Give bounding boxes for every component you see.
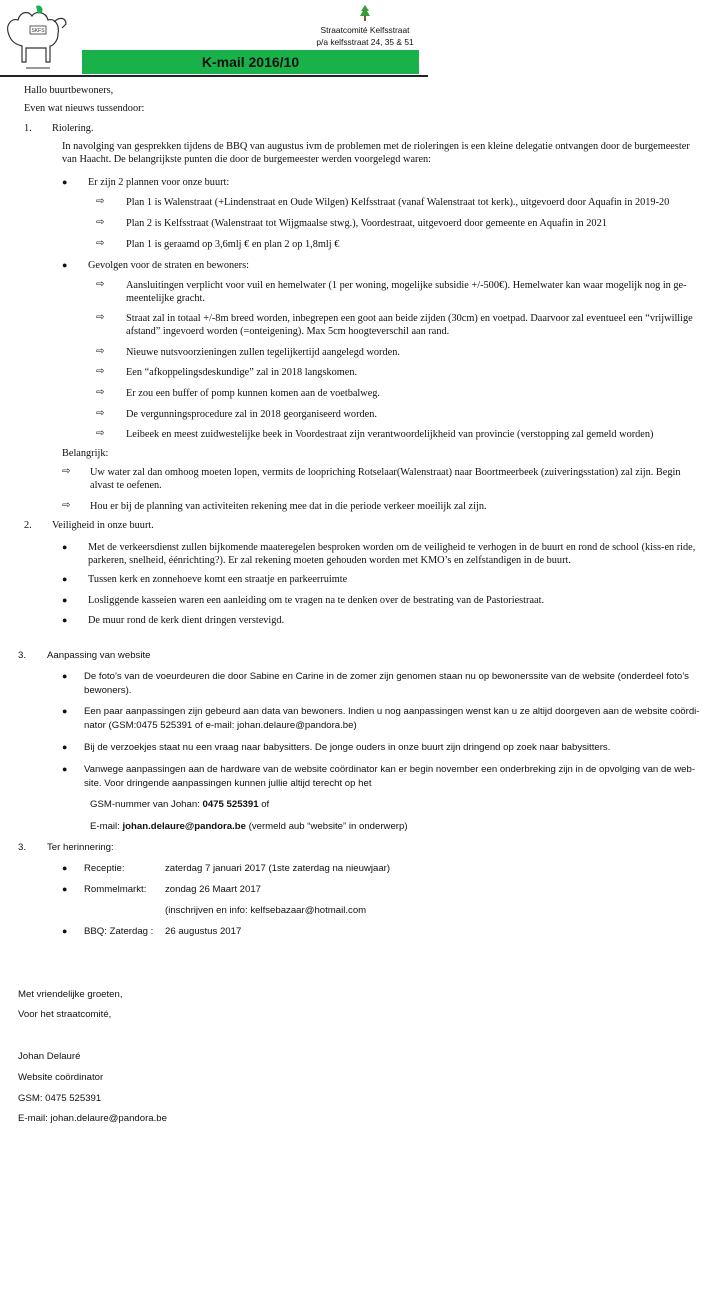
reminder-value: zondag 26 Maart 2017 bbox=[165, 884, 262, 895]
list-item: Plan 2 is Kelfsstraat (Walenstraat tot Wijgmaalse stwg.), Voordestraat, uitgevoerd door gemeente en Aquafin in 2021 bbox=[126, 218, 607, 229]
intro: Even wat nieuws tussendoor: bbox=[24, 103, 145, 114]
list-item: Uw water zal dan omhoog moeten lopen, vermits de loopriching Rotselaar(Walenstraat) naar Boortmeerbeek (zuiveringsstation) zal zijn. Begin bbox=[90, 467, 681, 478]
bullet-text: Met de verkeersdienst zullen bijkomende maateregelen besproken worden om de veiligheid te verhogen in de buurt en rond de school (kiss-en ride, bbox=[88, 542, 696, 553]
bullet-icon: ● bbox=[62, 884, 68, 894]
bullet-icon: ● bbox=[62, 615, 68, 625]
bullet-text: Gevolgen voor de straten en bewoners: bbox=[88, 260, 249, 271]
arrow-icon: ⇨ bbox=[96, 387, 105, 398]
bullet-text-cont: bewoners). bbox=[84, 685, 132, 696]
bullet-text: Een paar aanpassingen zijn gebeurd aan data van bewoners. Indien u nog aanpassingen wenst kan u ze altijd doorgeven aan de website coördi- bbox=[84, 706, 700, 717]
bullet-icon: ● bbox=[62, 764, 68, 774]
list-item-cont: alvast te oefenen. bbox=[90, 480, 162, 491]
paragraph-line: van Haacht. De belangrijkste punten die door de burgemeester werden voorgelegd waren: bbox=[62, 154, 432, 165]
section-title: Veiligheid in onze buurt. bbox=[52, 520, 154, 531]
bullet-icon: ● bbox=[62, 260, 68, 270]
org-name: Straatcomité Kelfsstraat bbox=[320, 25, 410, 35]
bullet-text: De foto’s van de voeurdeuren die door Sabine en Carine in de zomer zijn genomen staan nu op bewonerssite van de website (onderdeel foto’s bbox=[84, 671, 689, 682]
bullet-icon: ● bbox=[62, 742, 68, 752]
section-number: 3. bbox=[18, 842, 27, 853]
important-label: Belangrijk: bbox=[62, 448, 109, 459]
email-suffix: (vermeld aub “website” in onderwerp) bbox=[245, 821, 408, 832]
arrow-icon: ⇨ bbox=[96, 312, 105, 323]
bullet-text-cont: site. Voor dringende aanpassingen kunnen jullie altijd terecht op het bbox=[84, 778, 372, 789]
section-number: 2. bbox=[24, 520, 32, 531]
arrow-icon: ⇨ bbox=[62, 466, 71, 477]
reminder-label: Receptie: bbox=[84, 863, 125, 874]
bullet-text: De muur rond de kerk dient dringen verstevigd. bbox=[88, 615, 285, 626]
section-title: Aanpassing van website bbox=[47, 650, 151, 661]
arrow-icon: ⇨ bbox=[96, 196, 105, 207]
closing-line: Met vriendelijke groeten, bbox=[18, 989, 123, 1000]
bullet-text: Er zijn 2 plannen voor onze buurt: bbox=[88, 177, 230, 188]
email-label: E-mail: bbox=[90, 821, 123, 832]
bullet-text: Tussen kerk en zonnehoeve komt een straatje en parkeerruimte bbox=[88, 574, 348, 585]
list-item-cont: meentelijke gracht. bbox=[126, 293, 205, 304]
section-number: 1. bbox=[24, 123, 32, 134]
tree-icon bbox=[359, 4, 371, 22]
bullet-text: Losliggende kasseien waren een aanleiding om te vragen na te denken over de bestrating van de Pastoriestraat. bbox=[88, 595, 545, 606]
svg-text:SKFS: SKFS bbox=[31, 28, 45, 34]
bullet-icon: ● bbox=[62, 574, 68, 584]
reminder-extra: (inschrijven en info: kelfsebazaar@hotmail.com bbox=[165, 905, 367, 916]
bullet-text: Vanwege aanpassingen aan de hardware van de website coördinator kan er begin november een onderbreking zijn in de opvolging van de web- bbox=[84, 764, 696, 775]
bullet-icon: ● bbox=[62, 926, 68, 936]
list-item: Plan 1 is Walenstraat (+Lindenstraat en Oude Wilgen) Kelfsstraat (vanaf Walenstraat tot kerk)., uitgevoerd door Aquafin in 2019-20 bbox=[126, 197, 670, 208]
gsm-suffix: of bbox=[258, 799, 270, 810]
gsm-number: 0475 525391 bbox=[202, 799, 259, 810]
org-info bbox=[300, 24, 430, 48]
bullet-icon: ● bbox=[62, 706, 68, 716]
list-item: De vergunningsprocedure zal in 2018 georganiseerd worden. bbox=[126, 409, 377, 420]
signature-gsm: GSM: 0475 525391 bbox=[18, 1093, 102, 1104]
camel-logo-icon bbox=[2, 2, 70, 74]
reminder-label: Rommelmarkt: bbox=[84, 884, 147, 895]
closing-line: Voor het straatcomité, bbox=[18, 1009, 112, 1020]
greeting: Hallo buurtbewoners, bbox=[24, 85, 114, 96]
signature-role: Website coördinator bbox=[18, 1072, 104, 1083]
list-item: Plan 1 is geraamd op 3,6mlj € en plan 2 op 1,8mlj € bbox=[126, 239, 340, 250]
gsm-line bbox=[90, 798, 269, 811]
bullet-icon: ● bbox=[62, 671, 68, 681]
bullet-text-cont: parkeren, snelheid, éénrichting?). Er zal rekening moeten gehouden worden met KMO’s en zelfstandigen in de buurt. bbox=[88, 555, 571, 566]
arrow-icon: ⇨ bbox=[96, 346, 105, 357]
list-item: Hou er bij de planning van activiteiten rekening mee dat in die periode verkeer moeilijk zal zijn. bbox=[90, 501, 487, 512]
org-address: p/a kelfsstraat 24, 35 & 51 bbox=[316, 37, 414, 47]
reminder-value: zaterdag 7 januari 2017 (1ste zaterdag na nieuwjaar) bbox=[165, 863, 391, 874]
header-divider bbox=[0, 75, 428, 77]
list-item-cont: afstand” ingevoerd worden (=onteigening). Max 5cm hoogteverschil aan rand. bbox=[126, 326, 450, 337]
section-title: Riolering. bbox=[52, 123, 94, 134]
arrow-icon: ⇨ bbox=[96, 428, 105, 439]
list-item: Leibeek en meest zuidwestelijke beek in Voordestraat zijn verantwoordelijkheid van provincie (verstopping zal gemeld worden) bbox=[126, 429, 654, 440]
bullet-icon: ● bbox=[62, 177, 68, 187]
paragraph-line: In navolging van gesprekken tijdens de BBQ van augustus ivm de problemen met de rioleringen is een kleine delegatie ontvangen door de burgemeester bbox=[62, 141, 690, 152]
list-item: Er zou een buffer of pomp kunnen komen aan de voetbalweg. bbox=[126, 388, 380, 399]
arrow-icon: ⇨ bbox=[96, 408, 105, 419]
bullet-icon: ● bbox=[62, 542, 68, 552]
newsletter-title: K-mail 2016/10 bbox=[82, 50, 419, 74]
list-item: Een “afkoppelingsdeskundige” zal in 2018 langskomen. bbox=[126, 367, 358, 378]
list-item: Nieuwe nutsvoorzieningen zullen tegelijkertijd aangelegd worden. bbox=[126, 347, 400, 358]
signature-email: E-mail: johan.delaure@pandora.be bbox=[18, 1113, 167, 1124]
signature-name: Johan Delauré bbox=[18, 1051, 81, 1062]
bullet-text-cont: nator (GSM:0475 525391 of e-mail: johan.delaure@pandora.be) bbox=[84, 720, 357, 731]
email-link[interactable]: johan.delaure@pandora.be bbox=[122, 821, 246, 832]
reminder-label: BBQ: Zaterdag : bbox=[84, 926, 154, 937]
gsm-label: GSM-nummer van Johan: bbox=[90, 799, 203, 810]
arrow-icon: ⇨ bbox=[96, 366, 105, 377]
bullet-text: Bij de verzoekjes staat nu een vraag naar babysitters. De jonge ouders in onze buurt zijn dringend op zoek naar babysitters. bbox=[84, 742, 611, 753]
reminder-value: 26 augustus 2017 bbox=[165, 926, 242, 937]
section-title: Ter herinnering: bbox=[47, 842, 114, 853]
email-line bbox=[90, 820, 408, 833]
bullet-icon: ● bbox=[62, 863, 68, 873]
arrow-icon: ⇨ bbox=[96, 279, 105, 290]
bullet-icon: ● bbox=[62, 595, 68, 605]
arrow-icon: ⇨ bbox=[96, 238, 105, 249]
arrow-icon: ⇨ bbox=[96, 217, 105, 228]
arrow-icon: ⇨ bbox=[62, 500, 71, 511]
list-item: Aansluitingen verplicht voor vuil en hemelwater (1 per woning, mogelijke subsidie +/-500€). Hemelwater kan waar mogelijk nog in ge- bbox=[126, 280, 687, 291]
section-number: 3. bbox=[18, 650, 27, 661]
list-item: Straat zal in totaal +/-8m breed worden, inbegrepen een goot aan beide zijden (30cm) en voetpad. Daarvoor zal eventueel een “vrijwillige bbox=[126, 313, 693, 324]
